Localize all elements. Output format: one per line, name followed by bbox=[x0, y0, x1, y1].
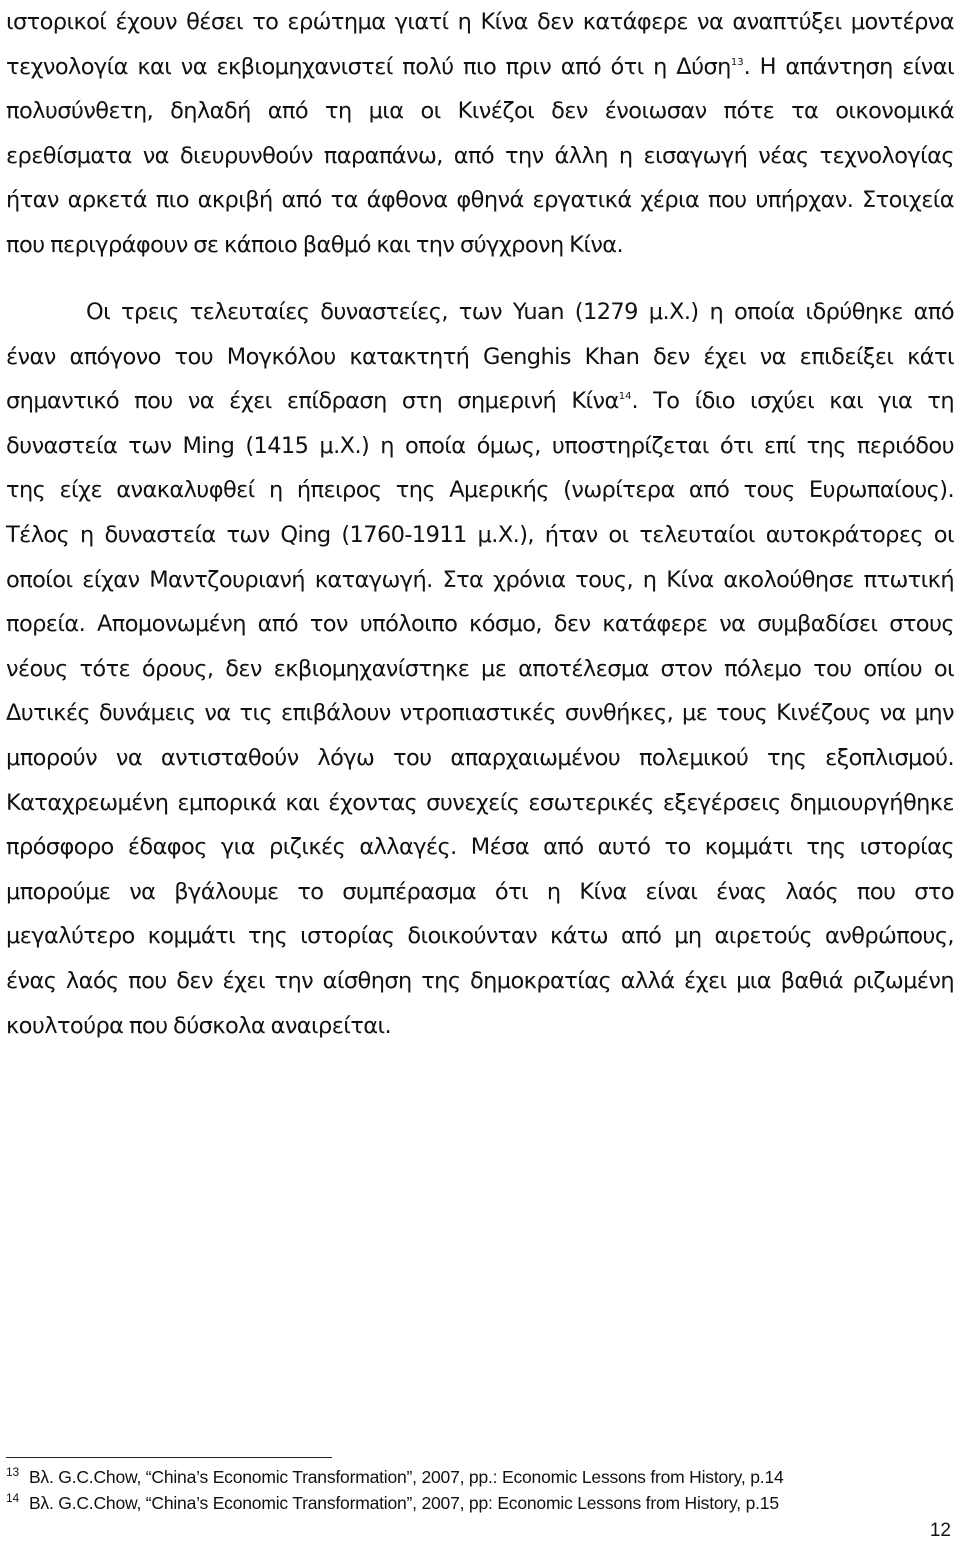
text-line bbox=[6, 45, 954, 90]
footnote-separator bbox=[6, 1457, 332, 1458]
text-line: μεγαλύτερο κομμάτι της ιστορίας διοικούνταν κάτω από μη αιρετούς ανθρώπους, bbox=[6, 923, 954, 950]
text-line: πορεία. Απομονωμένη από τον υπόλοιπο κόσμο, δεν κατάφερε να συμβαδίσει στους bbox=[6, 611, 954, 638]
text-line: νέους τότε όρους, δεν εκβιομηχανίστηκε με αποτέλεσμα στον πόλεμο του οπίου οι bbox=[6, 655, 954, 682]
text-line: ένας λαός που δεν έχει την αίσθηση της δημοκρατίας αλλά έχει μια βαθιά ριζωμένη bbox=[6, 967, 954, 994]
text-line: Δυτικές δυνάμεις να τις επιβάλουν ντροπιαστικές συνθήκες, με τους Κινέζους να μην bbox=[6, 700, 954, 727]
page-number: 12 bbox=[929, 1520, 951, 1541]
text-segment: τεχνολογία και να εκβιομηχανιστεί πολύ πιο πριν από ότι η Δύση bbox=[6, 53, 731, 80]
paragraph-dynasties bbox=[6, 290, 954, 1048]
footnote-13 bbox=[6, 1467, 784, 1488]
text-line: Οι τρεις τελευταίες δυναστείες, των Yuan (1279 μ.Χ.) η οποία ιδρύθηκε από bbox=[86, 299, 954, 325]
footnote-text: Βλ. G.C.Chow, “China’s Economic Transformation”, 2007, pp.: Economic Lessons from History, p.14 bbox=[28, 1467, 784, 1487]
text-line bbox=[6, 379, 954, 424]
text-line: Τέλος η δυναστεία των Qing (1760-1911 μ.Χ.), ήταν οι τελευταίοι αυτοκράτορες οι bbox=[6, 521, 954, 548]
footnote-number: 14 bbox=[6, 1491, 19, 1505]
text-line: ήταν αρκετά πιο ακριβή από τα άφθονα φθηνά εργατικά χέρια που υπήρχαν. Στοιχεία bbox=[6, 187, 954, 214]
text-line: κουλτούρα που δύσκολα αναιρείται. bbox=[6, 1012, 392, 1039]
text-line: δυναστεία των Ming (1415 μ.Χ.) η οποία όμως, υποστηρίζεται ότι επί της περιόδου bbox=[6, 432, 954, 459]
text-line: έναν απόγονο του Μογκόλου κατακτητή Genghis Khan δεν έχει να επιδείξει κάτι bbox=[6, 343, 954, 370]
text-line: πρόσφορο έδαφος για ριζικές αλλαγές. Μέσα από αυτό το κομμάτι της ιστορίας bbox=[6, 834, 954, 861]
text-segment: . Η απάντηση είναι bbox=[743, 53, 955, 80]
text-line: Καταχρεωμένη εμπορικά και έχοντας συνεχείς εσωτερικές εξεγέρσεις δημιουργήθηκε bbox=[6, 789, 954, 816]
text-line: ερεθίσματα να διευρυνθούν παραπάνω, από την άλλη η εισαγωγή νέας τεχνολογίας bbox=[6, 142, 954, 169]
footnote-number: 13 bbox=[6, 1465, 19, 1479]
paragraph-intro bbox=[6, 0, 954, 268]
footnote-reference-13[interactable]: 13 bbox=[730, 56, 744, 68]
text-line: μπορούμε να βγάλουμε το συμπέρασμα ότι η Κίνα είναι ένας λαός που στο bbox=[6, 878, 954, 905]
text-line: της είχε ανακαλυφθεί η ήπειρος της Αμερικής (νωρίτερα από τους Ευρωπαίους). bbox=[6, 477, 954, 504]
text-line: μπορούν να αντισταθούν λόγω του απαρχαιωμένου πολεμικού της εξοπλισμού. bbox=[6, 744, 954, 771]
text-line: που περιγράφουν σε κάποιο βαθμό και την σύγχρονη Κίνα. bbox=[6, 231, 624, 258]
footnote-text: Βλ. G.C.Chow, “China’s Economic Transformation”, 2007, pp: Economic Lessons from History, p.15 bbox=[28, 1493, 779, 1513]
text-segment: σημαντικό που να έχει επίδραση στη σημερινή Κίνα bbox=[6, 388, 619, 415]
footnote-reference-14[interactable]: 14 bbox=[618, 391, 632, 403]
text-line: πολυσύνθετη, δηλαδή από τη μια οι Κινέζοι δεν ένοιωσαν πότε τα οικονομικά bbox=[6, 98, 954, 125]
text-line: ιστορικοί έχουν θέσει το ερώτημα γιατί η Κίνα δεν κατάφερε να αναπτύξει μοντέρνα bbox=[6, 9, 954, 35]
text-line: οποίοι είχαν Μαντζουριανή καταγωγή. Στα χρόνια τους, η Κίνα ακολούθησε πτωτική bbox=[6, 566, 954, 593]
footnote-14 bbox=[6, 1493, 779, 1514]
text-segment: . Το ίδιο ισχύει και για τη bbox=[631, 388, 954, 415]
